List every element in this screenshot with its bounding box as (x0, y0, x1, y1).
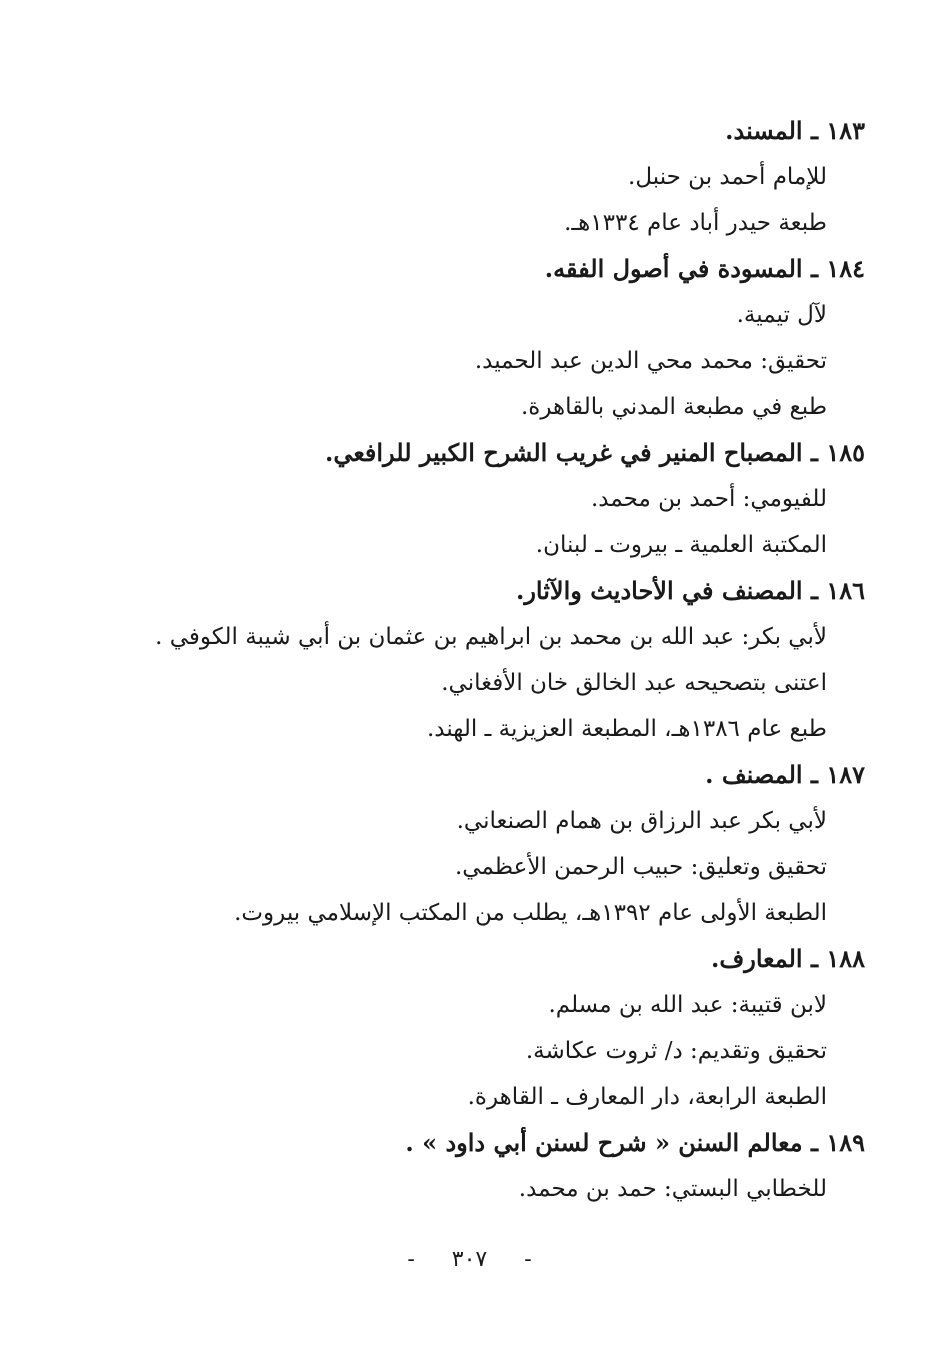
entry-title-185: ١٨٥ ـ المصباح المنير في غريب الشرح الكبير للرافعي. (324, 438, 865, 467)
entry-line: لآل تيمية. (736, 302, 827, 328)
page-footer (0, 1247, 939, 1272)
entry-line: لابن قتيبة: عبد الله بن مسلم. (548, 992, 827, 1018)
entry-line: المكتبة العلمية ـ بيروت ـ لبنان. (535, 532, 827, 558)
entry-title-188: ١٨٨ ـ المعارف. (711, 944, 865, 973)
entry-title-184: ١٨٤ ـ المسودة في أصول الفقه. (544, 254, 865, 283)
entry-line: تحقيق: محمد محي الدين عبد الحميد. (474, 348, 827, 374)
entry-title-186: ١٨٦ ـ المصنف في الأحاديث والآثار. (515, 576, 865, 605)
entry-line: طبعة حيدر أباد عام ١٣٣٤هـ. (564, 210, 827, 236)
entry-line: تحقيق وتعليق: حبيب الرحمن الأعظمي. (454, 854, 827, 880)
entry-title-183: ١٨٣ ـ المسند. (725, 116, 865, 145)
bibliography-list (65, 108, 865, 1212)
entry-title-187: ١٨٧ ـ المصنف . (705, 760, 865, 789)
entry-line: لأبي بكر: عبد الله بن محمد بن ابراهيم بن عثمان بن أبي شيبة الكوفي . (155, 624, 827, 650)
entry-line: للفيومي: أحمد بن محمد. (591, 486, 827, 512)
entry-line: لأبي بكر عبد الرزاق بن همام الصنعاني. (456, 808, 827, 834)
entry-line: الطبعة الأولى عام ١٣٩٢هـ، يطلب من المكتب الإسلامي بيروت. (234, 900, 827, 926)
entry-line: للخطابي البستي: حمد بن محمد. (518, 1176, 827, 1202)
page-number: ٣٠٧ (451, 1247, 488, 1272)
footer-dash-left: - (407, 1247, 415, 1272)
entry-line: طبع في مطبعة المدني بالقاهرة. (520, 394, 827, 420)
entry-title-189: ١٨٩ ـ معالم السنن « شرح لسنن أبي داود » . (405, 1128, 865, 1157)
entry-line: اعتنى بتصحيحه عبد الخالق خان الأفغاني. (441, 670, 827, 696)
entry-line: طبع عام ١٣٨٦هـ، المطبعة العزيزية ـ الهند. (426, 716, 827, 742)
footer-dash-right: - (524, 1247, 532, 1272)
entry-line: تحقيق وتقديم: د/ ثروت عكاشة. (525, 1038, 827, 1064)
entry-line: الطبعة الرابعة، دار المعارف ـ القاهرة. (467, 1084, 827, 1110)
entry-line: للإمام أحمد بن حنبل. (628, 164, 827, 190)
